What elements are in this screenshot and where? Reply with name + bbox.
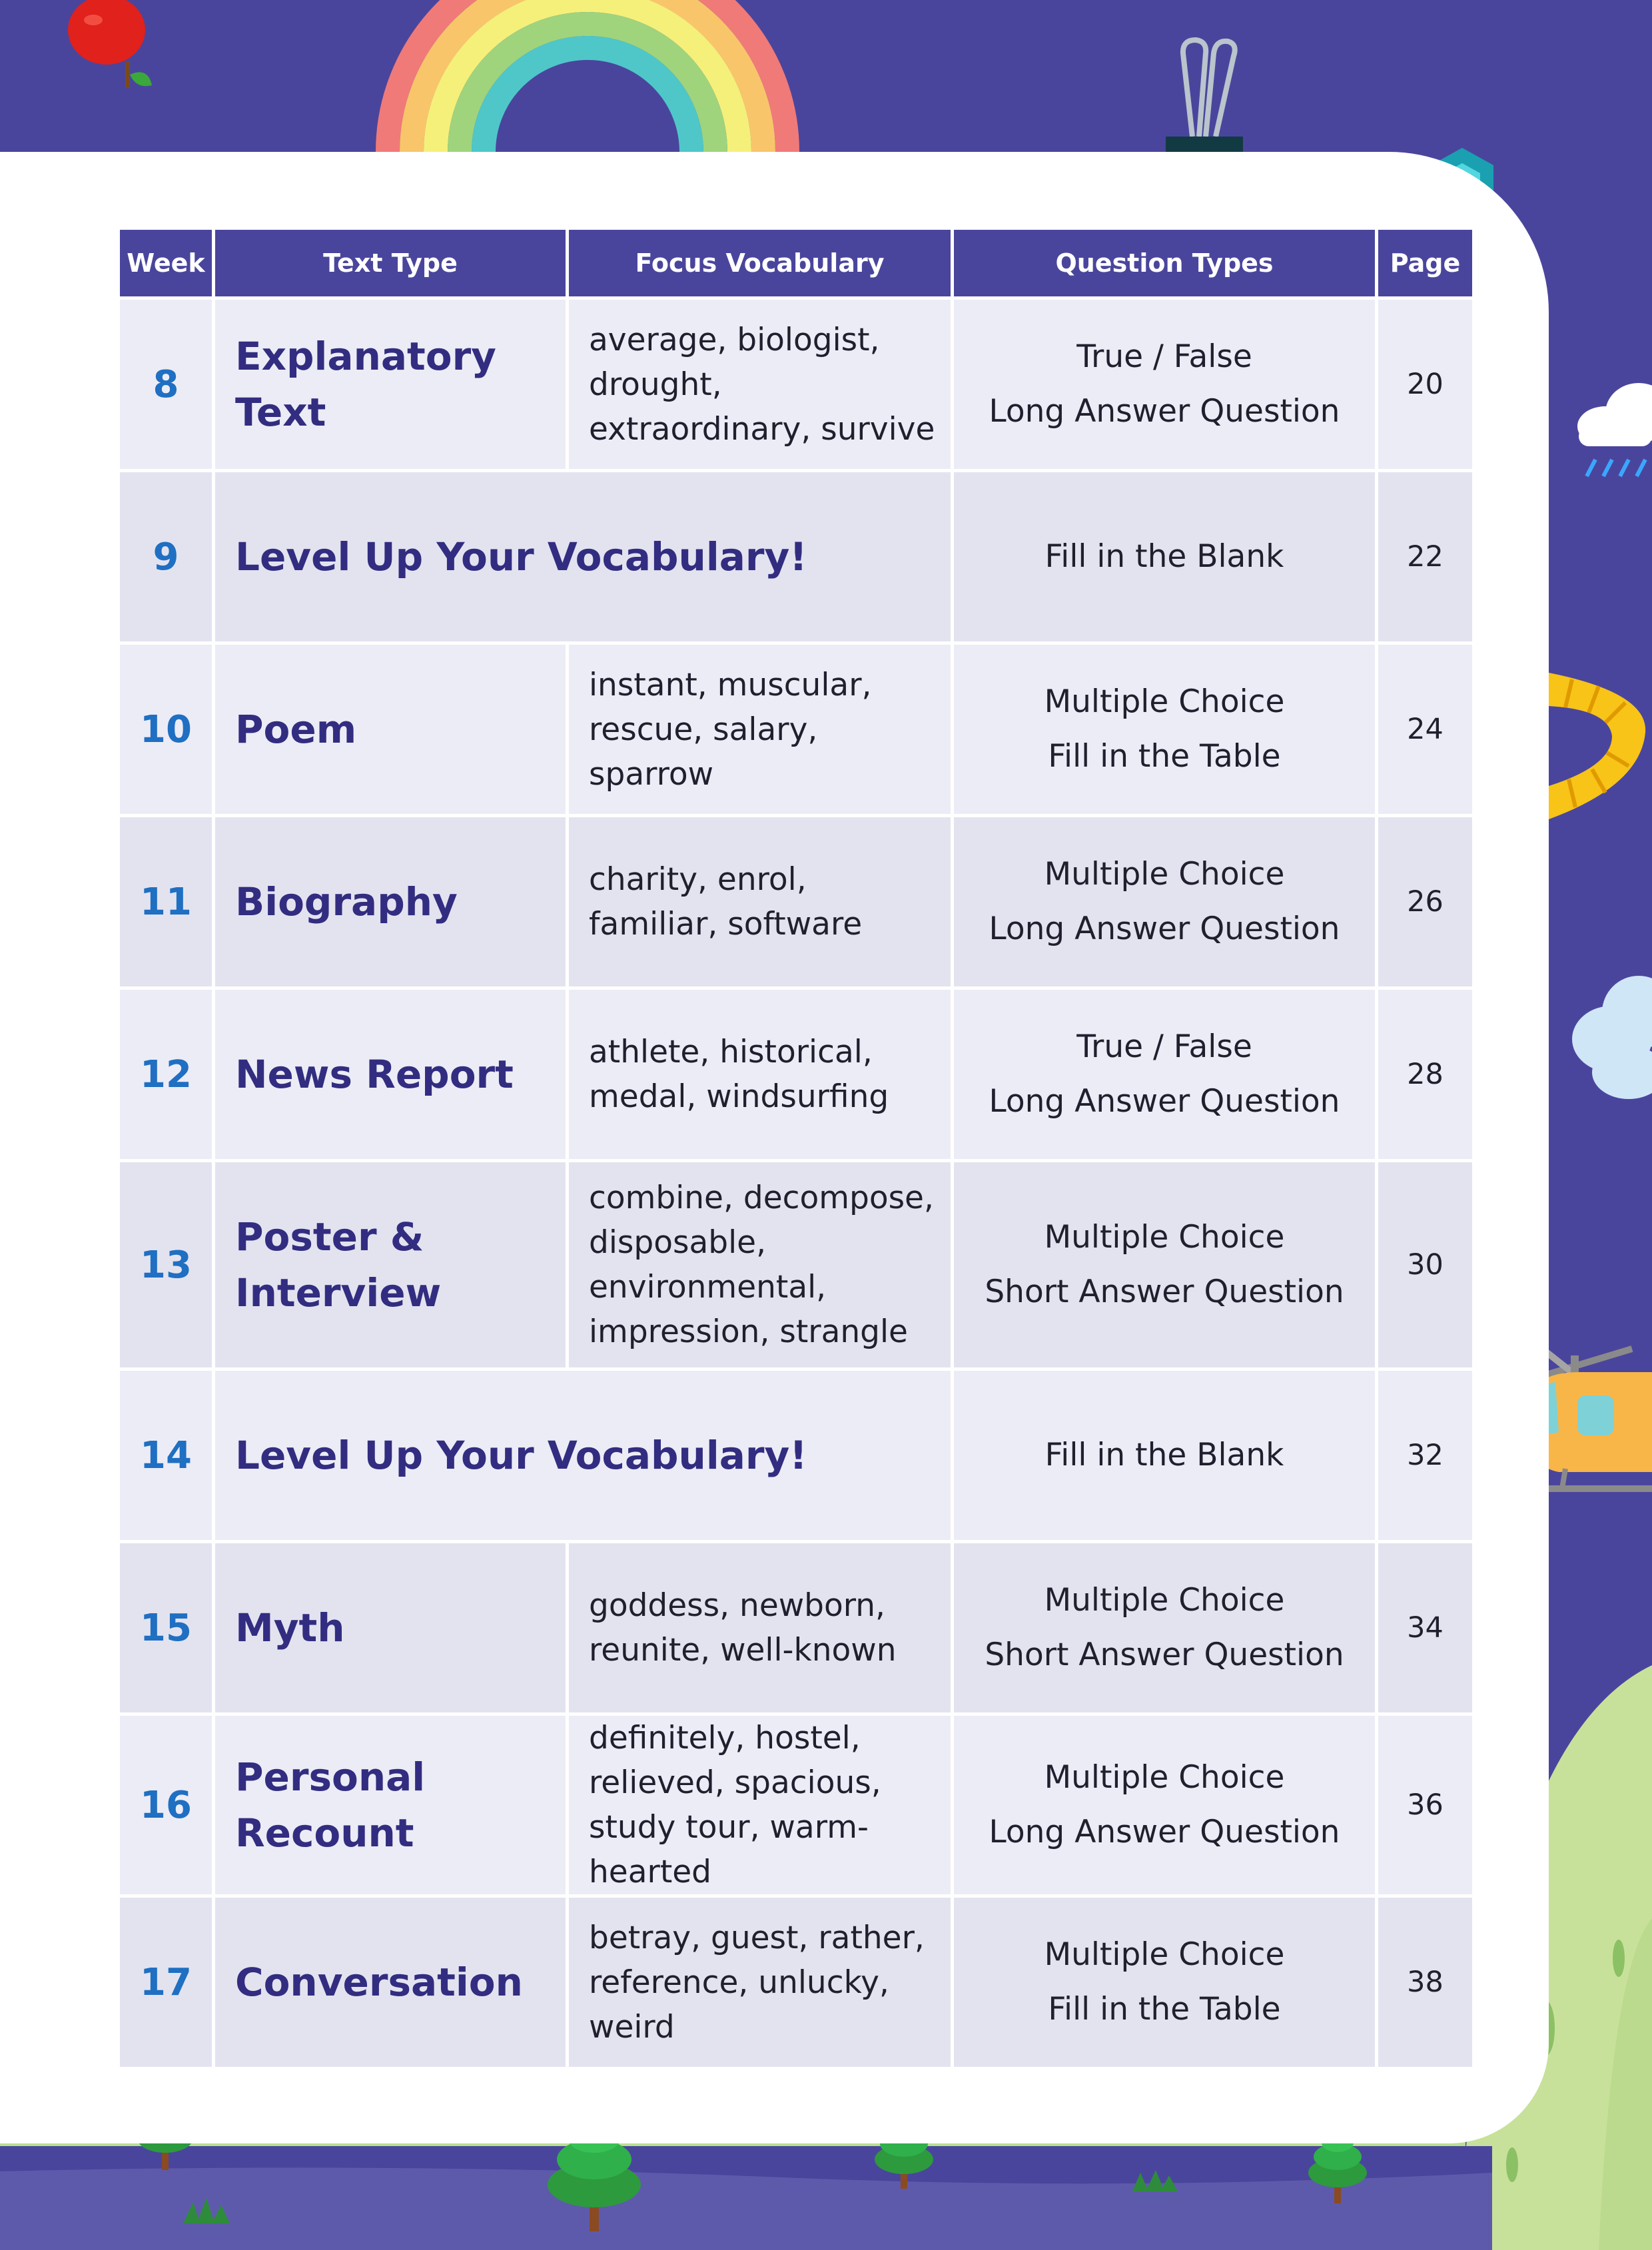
week-number: 16 — [120, 1716, 212, 1894]
week-number: 17 — [120, 1898, 212, 2067]
focus-vocabulary: charity, enrol, familiar, software — [569, 817, 951, 986]
page-number: 24 — [1378, 645, 1472, 814]
question-type: Fill in the Table — [1048, 1991, 1281, 2028]
question-type: Long Answer Question — [989, 393, 1340, 430]
week-number: 14 — [120, 1371, 212, 1540]
question-type: Multiple Choice — [1044, 1219, 1285, 1256]
text-type: Poster & Interview — [215, 1162, 566, 1367]
week-number: 11 — [120, 817, 212, 986]
text-type: Myth — [215, 1543, 566, 1712]
week-number: 13 — [120, 1162, 212, 1367]
text-type: Explanatory Text — [215, 300, 566, 469]
question-types — [954, 1543, 1375, 1712]
question-type: Multiple Choice — [1044, 683, 1285, 720]
question-types — [954, 990, 1375, 1159]
question-type: True / False — [1076, 338, 1252, 375]
table-row — [120, 472, 1472, 641]
table-row — [120, 1716, 1472, 1894]
table-header-row — [120, 230, 1472, 296]
page-number: 38 — [1378, 1898, 1472, 2067]
table-row — [120, 1371, 1472, 1540]
question-type: Long Answer Question — [989, 911, 1340, 947]
question-type: Long Answer Question — [989, 1814, 1340, 1850]
page-number: 34 — [1378, 1543, 1472, 1712]
striped-ring-icon — [1549, 673, 1645, 819]
table-row — [120, 1543, 1472, 1712]
text-type: Conversation — [215, 1898, 566, 2067]
header-page: Page — [1378, 230, 1472, 296]
question-type: Long Answer Question — [989, 1083, 1340, 1120]
question-type: Fill in the Blank — [1044, 1437, 1284, 1473]
text-type: Level Up Your Vocabulary! — [215, 472, 951, 641]
question-types — [954, 1371, 1375, 1540]
page-number: 28 — [1378, 990, 1472, 1159]
question-type: Multiple Choice — [1044, 1936, 1285, 1973]
question-type: Multiple Choice — [1044, 1759, 1285, 1796]
page-number: 30 — [1378, 1162, 1472, 1367]
table-row — [120, 645, 1472, 814]
cloud-icon — [1572, 976, 1652, 1099]
question-type: Short Answer Question — [985, 1637, 1344, 1673]
apple-icon — [68, 0, 152, 88]
week-number: 12 — [120, 990, 212, 1159]
question-type: True / False — [1076, 1028, 1252, 1065]
question-type: Fill in the Blank — [1044, 538, 1284, 575]
question-types — [954, 472, 1375, 641]
header-week: Week — [120, 230, 212, 296]
question-types — [954, 1716, 1375, 1894]
focus-vocabulary: average, biologist, drought, extraordinary, survive — [569, 300, 951, 469]
header-text-type: Text Type — [215, 230, 566, 296]
focus-vocabulary: goddess, newborn, reunite, well-known — [569, 1543, 951, 1712]
week-number: 9 — [120, 472, 212, 641]
rainbow-icon — [388, 0, 787, 152]
table-row — [120, 1162, 1472, 1367]
text-type: Biography — [215, 817, 566, 986]
focus-vocabulary: betray, guest, rather, reference, unlucky, weird — [569, 1898, 951, 2067]
contents-table — [117, 226, 1475, 2070]
text-type: Poem — [215, 645, 566, 814]
text-type: Level Up Your Vocabulary! — [215, 1371, 951, 1540]
question-types — [954, 645, 1375, 814]
table-row — [120, 990, 1472, 1159]
week-number: 8 — [120, 300, 212, 469]
question-types — [954, 300, 1375, 469]
question-type: Fill in the Table — [1048, 738, 1281, 775]
page-number: 36 — [1378, 1716, 1472, 1894]
focus-vocabulary: combine, decompose, disposable, environmental, impression, strangle — [569, 1162, 951, 1367]
page-number: 26 — [1378, 817, 1472, 986]
week-number: 15 — [120, 1543, 212, 1712]
header-question-types: Question Types — [954, 230, 1375, 296]
page-number: 32 — [1378, 1371, 1472, 1540]
focus-vocabulary: athlete, historical, medal, windsurfing — [569, 990, 951, 1159]
question-types — [954, 1162, 1375, 1367]
table-row — [120, 300, 1472, 469]
question-types — [954, 817, 1375, 986]
text-type: Personal Recount — [215, 1716, 566, 1894]
focus-vocabulary: instant, muscular, rescue, salary, sparrow — [569, 645, 951, 814]
table-row — [120, 1898, 1472, 2067]
week-number: 10 — [120, 645, 212, 814]
question-type: Short Answer Question — [985, 1274, 1344, 1310]
text-type: News Report — [215, 990, 566, 1159]
page-number: 22 — [1378, 472, 1472, 641]
page-number: 20 — [1378, 300, 1472, 469]
header-focus-vocabulary: Focus Vocabulary — [569, 230, 951, 296]
table-row — [120, 817, 1472, 986]
question-type: Multiple Choice — [1044, 856, 1285, 893]
rain-cloud-icon — [1577, 383, 1652, 476]
question-types — [954, 1898, 1375, 2067]
focus-vocabulary: definitely, hostel, relieved, spacious, study tour, warm-hearted — [569, 1716, 951, 1894]
question-type: Multiple Choice — [1044, 1582, 1285, 1619]
